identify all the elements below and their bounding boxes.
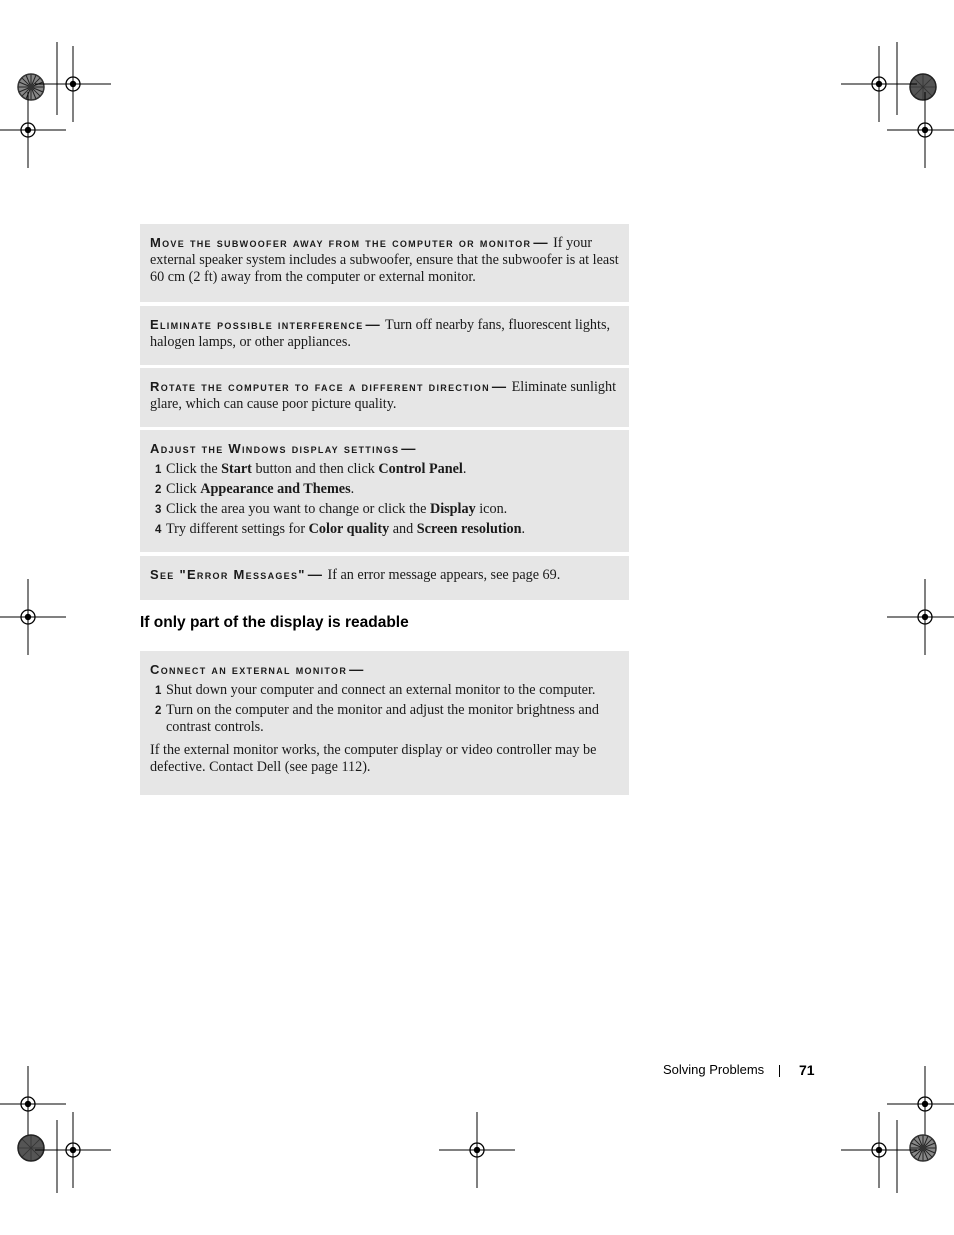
tip-box-error-messages <box>140 556 629 600</box>
ui-term-screen-resolution: Screen resolution <box>416 521 522 537</box>
footer-section-name: Solving Problems <box>663 1062 765 1077</box>
step-text: button and then click <box>251 461 379 477</box>
tip-box-interference <box>140 306 629 365</box>
step-text: icon. <box>475 501 508 517</box>
steps-list <box>150 461 619 538</box>
tip-heading: Eliminate possible interference <box>150 317 364 332</box>
tip-heading: Rotate the computer to face a different direction <box>150 379 490 394</box>
tip-box-rotate <box>140 368 629 427</box>
step-number: 1 <box>155 464 162 476</box>
tip-heading: See "Error Messages" <box>150 567 306 582</box>
step-number: 4 <box>155 524 162 536</box>
step-text: Click <box>166 481 201 497</box>
tip-heading: Move the subwoofer away from the computer or monitor <box>150 235 532 250</box>
step-text: Click the <box>166 461 222 477</box>
heading-dash: — <box>491 379 507 395</box>
list-item <box>150 702 619 736</box>
tip-text: Turn off nearby fans, fluorescent lights, halogen lamps, or other appliances. <box>150 317 611 350</box>
step-text: . <box>350 481 355 497</box>
list-item <box>150 501 619 518</box>
tip-note: If the external monitor works, the computer display or video controller may be defective. Contact Dell (see page 112). <box>150 742 597 775</box>
steps-list <box>150 682 619 736</box>
tip-text: If an error message appears, see page 69. <box>327 567 561 583</box>
tip-text: If your external speaker system includes a subwoofer, ensure that the subwoofer is at least 60 cm (2 ft) away from the computer or external monitor. <box>150 235 619 285</box>
heading-dash: — <box>307 567 322 583</box>
tip-heading: Connect an external monitor <box>150 662 348 677</box>
tip-box-external-monitor <box>140 651 629 795</box>
step-text: and <box>389 521 417 537</box>
ui-term-display: Display <box>429 501 476 517</box>
step-number: 3 <box>155 504 162 516</box>
tip-box-display-settings <box>140 430 629 552</box>
page-number: 71 <box>799 1062 815 1078</box>
ui-term-control-panel: Control Panel <box>378 461 463 477</box>
list-item <box>150 481 619 498</box>
ui-term-color-quality: Color quality <box>308 521 390 537</box>
heading-dash: — <box>365 317 380 333</box>
step-text: . <box>462 461 467 477</box>
step-text: Shut down your computer and connect an external monitor to the computer. <box>166 682 596 698</box>
tip-box-subwoofer <box>140 224 629 302</box>
heading-dash: — <box>533 235 548 251</box>
tip-heading: Adjust the Windows display settings <box>150 441 400 456</box>
section-title: If only part of the display is readable <box>140 614 409 631</box>
list-item <box>150 682 619 699</box>
footer-divider <box>779 1065 780 1077</box>
heading-dash: — <box>349 662 364 678</box>
heading-dash: — <box>401 441 416 457</box>
ui-term-appearance-themes: Appearance and Themes <box>200 481 351 497</box>
page-footer <box>663 1062 815 1078</box>
ui-term-start: Start <box>221 461 252 477</box>
step-number: 1 <box>155 685 162 697</box>
step-text: Try different settings for <box>166 521 309 537</box>
step-text: . <box>521 521 526 537</box>
step-text: Click the area you want to change or click the <box>166 501 430 517</box>
list-item <box>150 461 619 478</box>
tip-text: Eliminate sunlight glare, which can cause poor picture quality. <box>150 379 617 412</box>
step-number: 2 <box>155 705 162 717</box>
list-item <box>150 521 619 538</box>
step-number: 2 <box>155 484 162 496</box>
step-text: Turn on the computer and the monitor and adjust the monitor brightness and contrast controls. <box>166 702 599 735</box>
